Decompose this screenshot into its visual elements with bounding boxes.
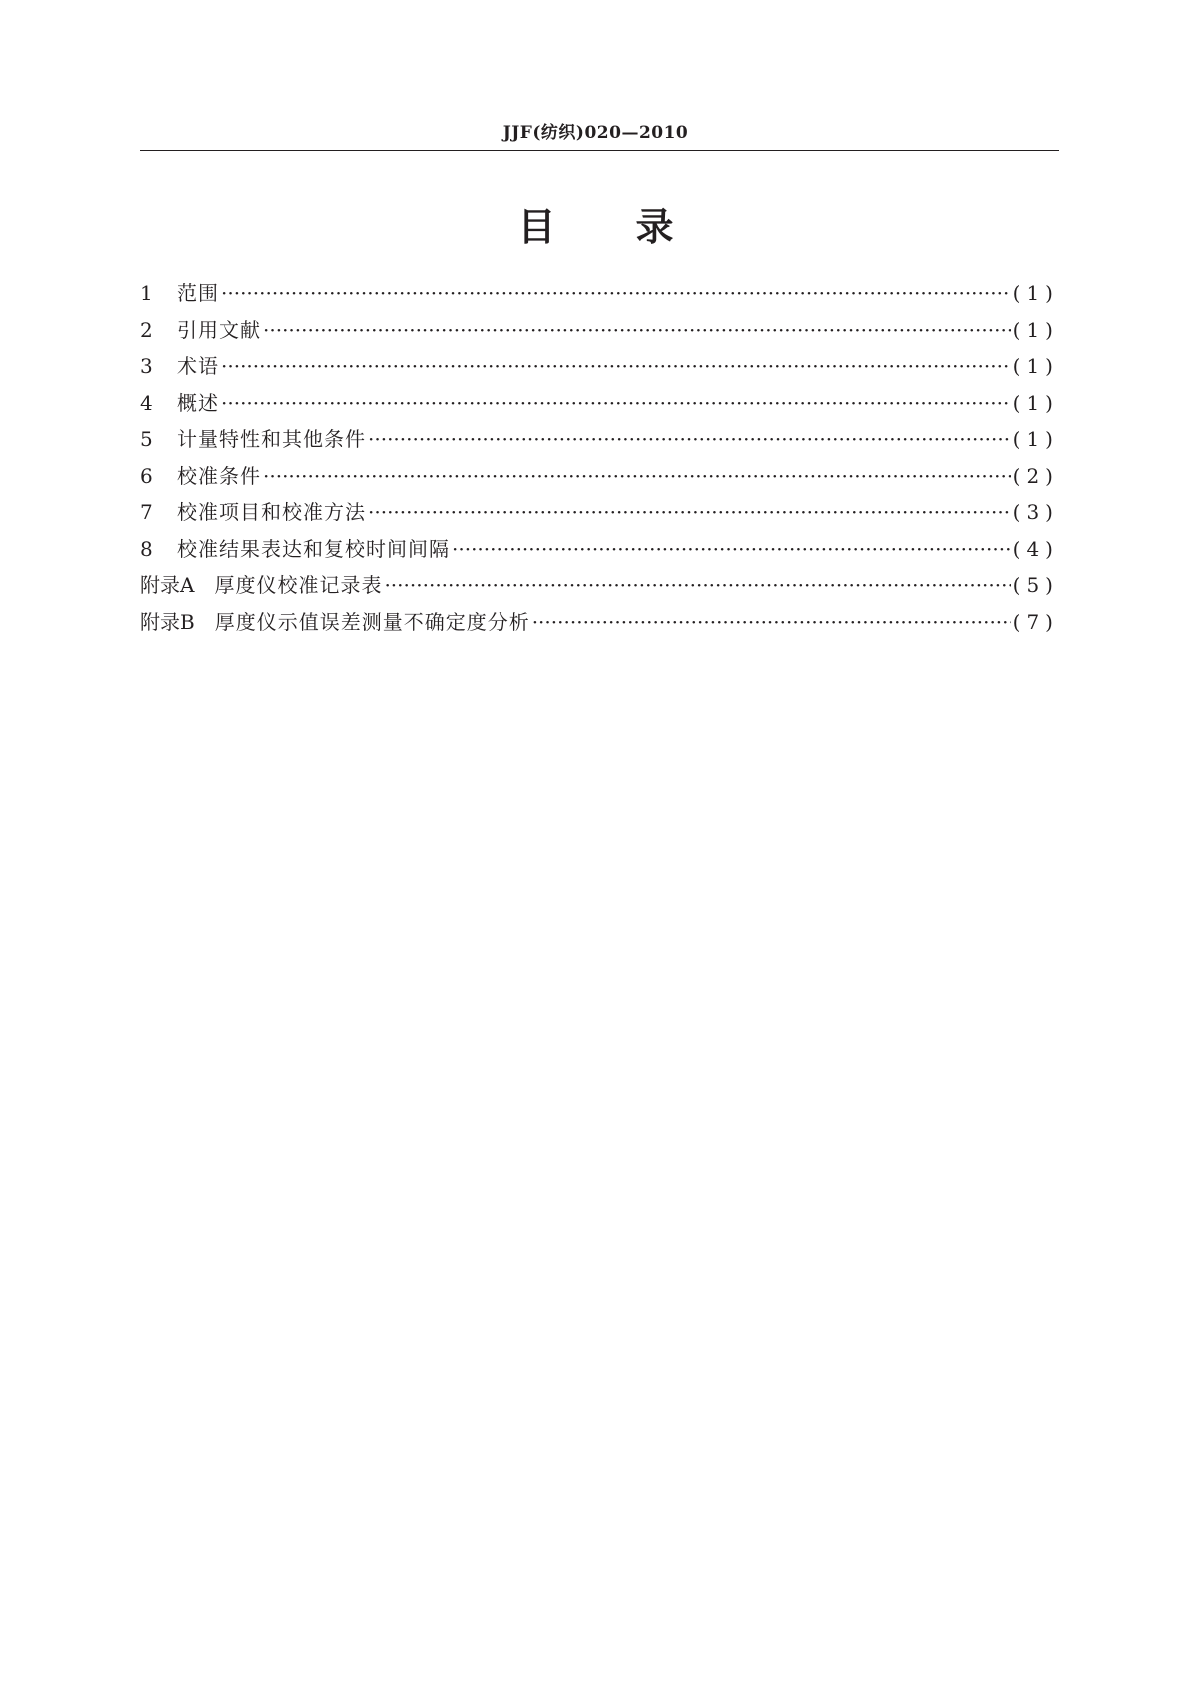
toc-page: (7) [1012, 609, 1059, 634]
toc-entry-appendix-b[interactable] [140, 604, 1059, 641]
toc-leader [368, 421, 1011, 458]
toc-leader [221, 275, 1011, 312]
toc-number: 7 [140, 500, 153, 524]
toc-page: (1) [1012, 427, 1059, 451]
toc-title: 范围 [177, 281, 219, 305]
toc-title: 引用文献 [177, 317, 261, 342]
toc-entry-5[interactable] [140, 421, 1059, 458]
toc-number: 8 [140, 536, 153, 561]
toc-leader [368, 494, 1011, 531]
toc-page: (3) [1012, 500, 1059, 524]
toc-leader [221, 348, 1011, 385]
header-rule [140, 150, 1059, 151]
toc-entry-1[interactable] [140, 275, 1059, 312]
toc-entry-7[interactable] [140, 494, 1059, 531]
toc-number: 6 [140, 463, 153, 488]
toc-leader [452, 531, 1011, 568]
toc-entry-3[interactable] [140, 348, 1059, 385]
toc-leader [384, 567, 1010, 604]
toc-title: 概述 [177, 390, 219, 415]
toc-appendix-label: 附录B [140, 609, 195, 634]
toc-leader [263, 312, 1011, 349]
toc-title: 厚度仪示值误差测量不确定度分析 [214, 609, 530, 634]
document-code: JJF(纺织)020—2010 [502, 123, 689, 143]
toc-leader [221, 385, 1011, 422]
toc-title: 校准结果表达和复校时间间隔 [177, 536, 450, 561]
toc-number: 3 [140, 354, 153, 378]
toc-leader [532, 604, 1011, 641]
toc-entry-appendix-a[interactable] [140, 567, 1059, 604]
toc-entry-4[interactable] [140, 385, 1059, 422]
toc-page: (1) [1012, 281, 1059, 305]
toc-page: (2) [1012, 463, 1059, 488]
page-title: 目录 [517, 205, 754, 249]
toc-entry-2[interactable] [140, 312, 1059, 349]
toc-title: 校准项目和校准方法 [177, 500, 366, 524]
toc-page: (4) [1012, 536, 1059, 561]
toc-title: 术语 [177, 354, 219, 378]
toc-page: (1) [1012, 354, 1059, 378]
toc-entry-6[interactable] [140, 458, 1059, 495]
toc-title: 厚度仪校准记录表 [214, 573, 383, 597]
toc-number: 2 [140, 317, 153, 342]
toc-number: 4 [140, 390, 153, 415]
toc-title: 计量特性和其他条件 [177, 427, 366, 451]
toc-title: 校准条件 [177, 463, 261, 488]
toc-number: 1 [140, 281, 153, 305]
toc-leader [263, 458, 1011, 495]
toc-appendix-label: 附录A [140, 573, 195, 597]
toc-page: (5) [1012, 573, 1059, 597]
toc-page: (1) [1012, 317, 1059, 342]
toc-page: (1) [1012, 390, 1059, 415]
toc-entry-8[interactable] [140, 531, 1059, 568]
toc-number: 5 [140, 427, 153, 451]
table-of-contents [140, 275, 1059, 640]
